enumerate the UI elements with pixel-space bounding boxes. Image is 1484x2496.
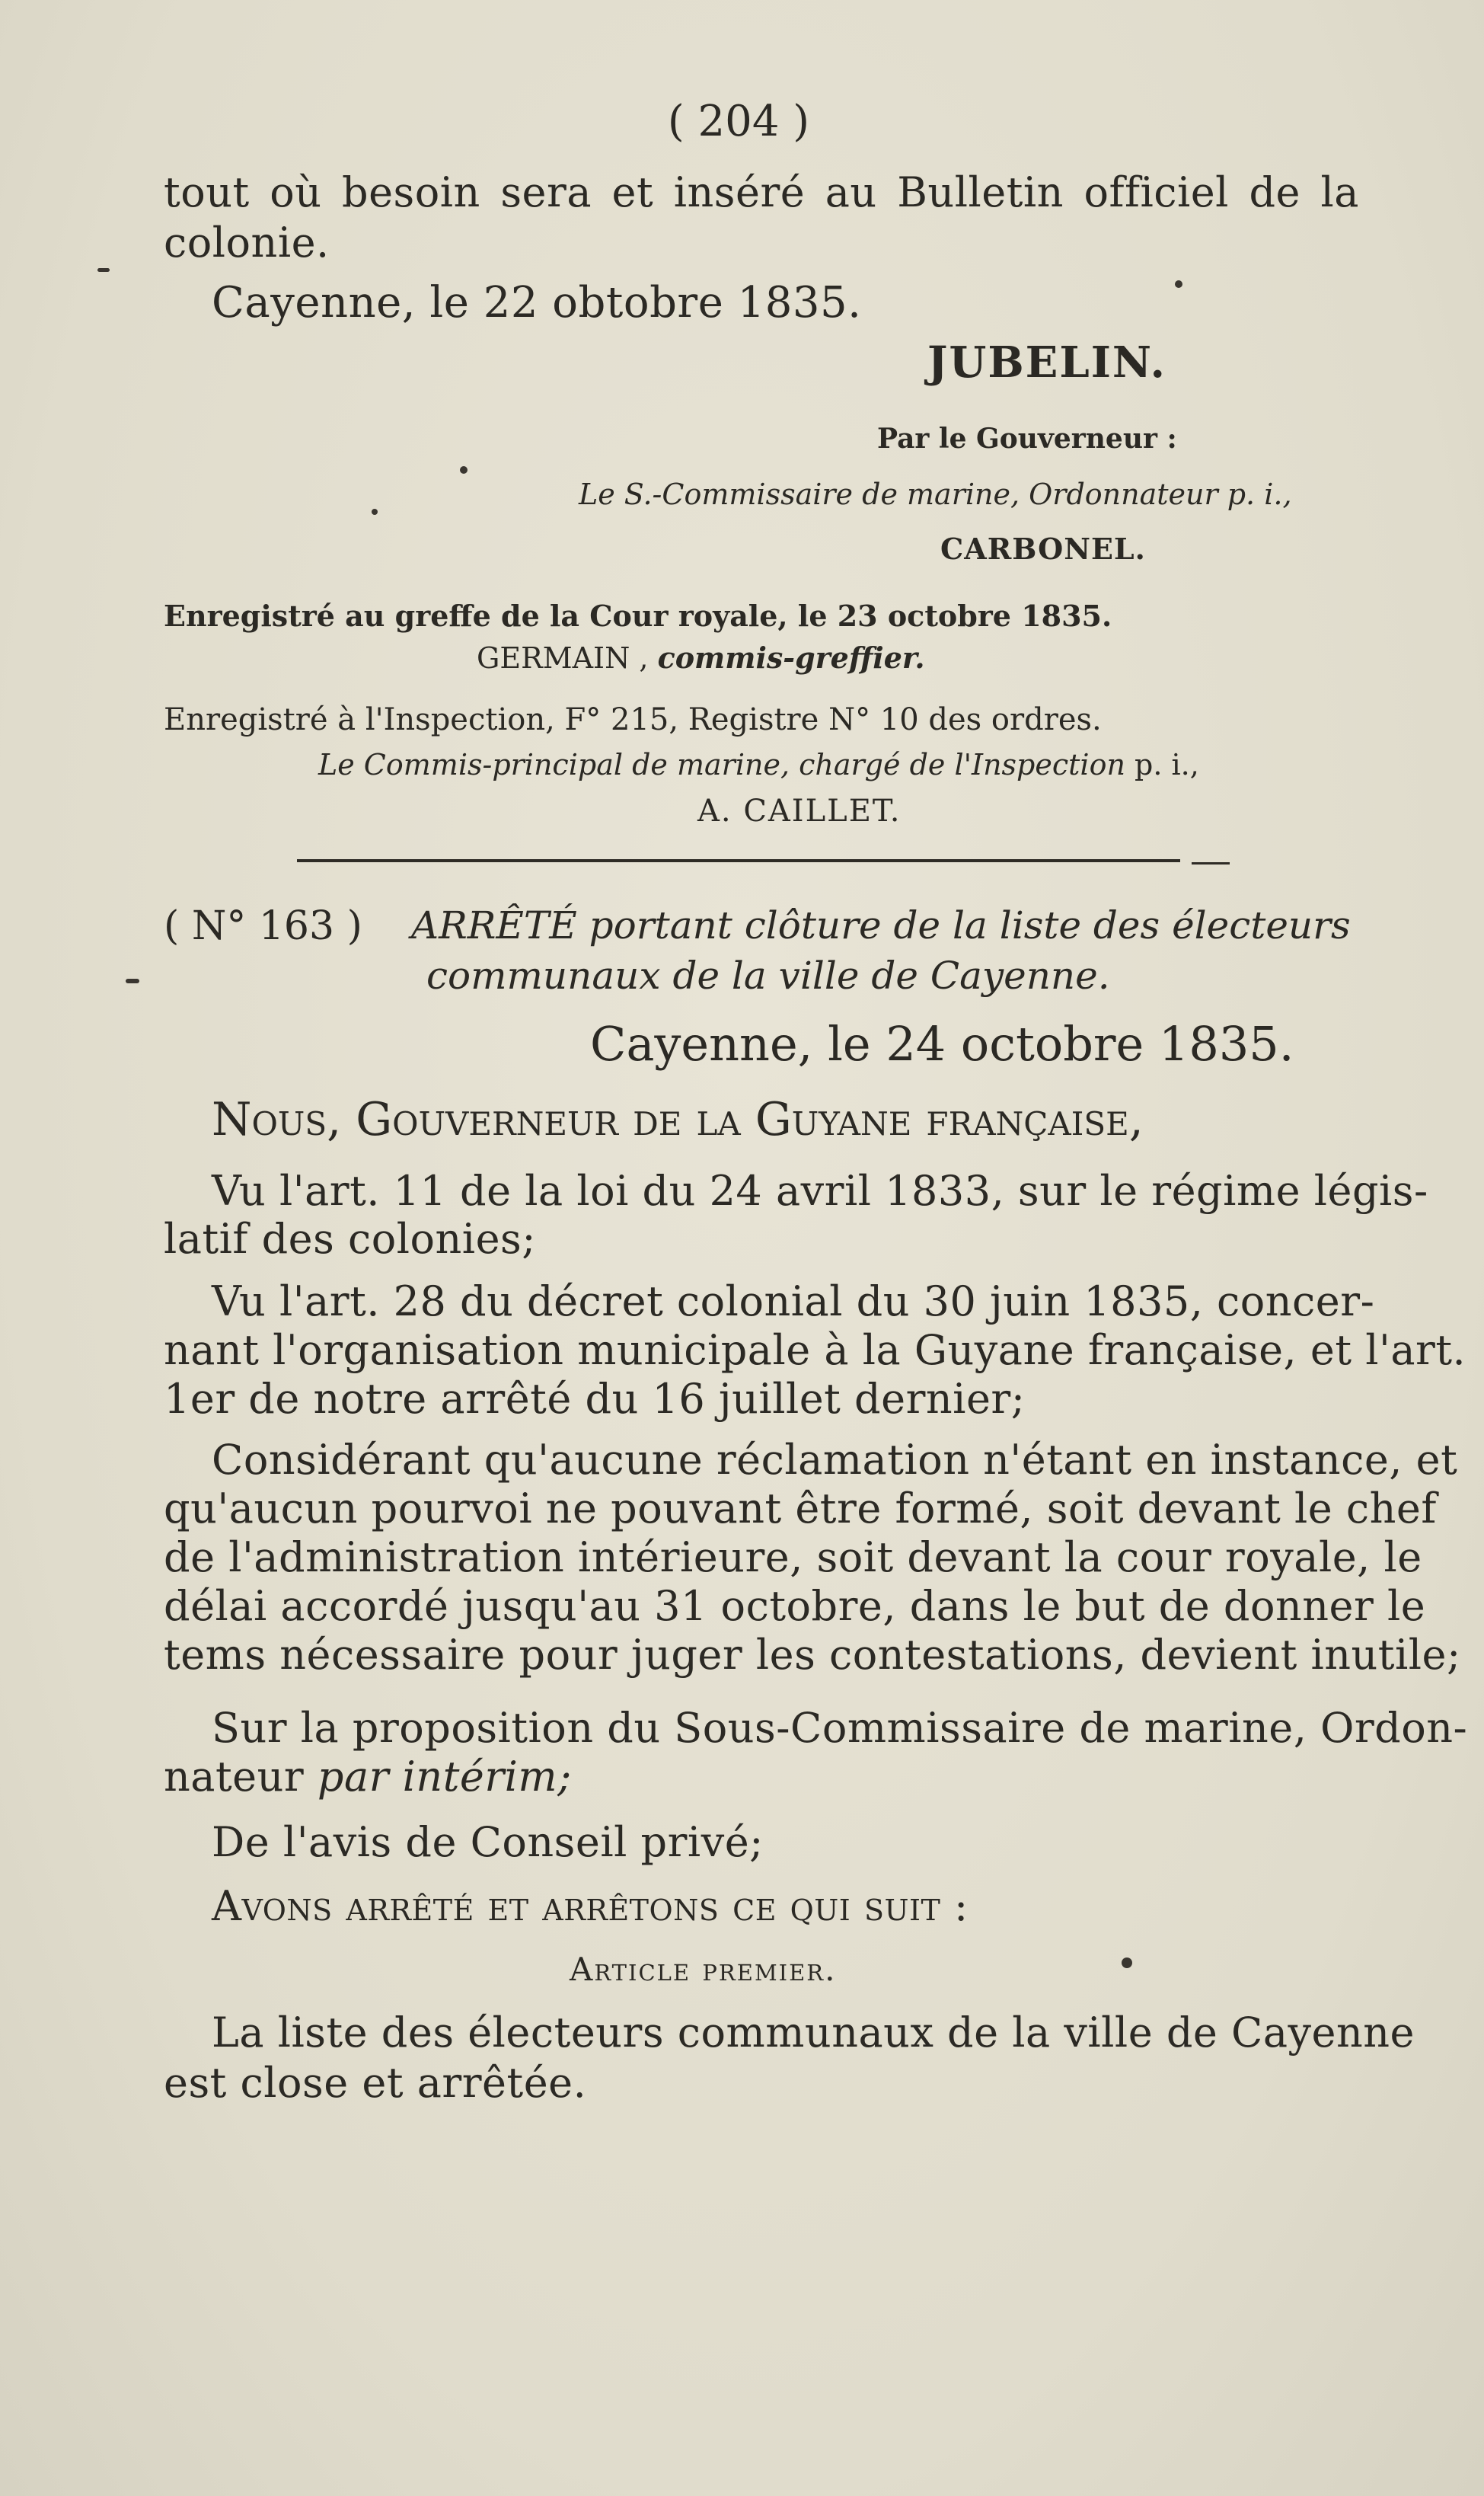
ink-speck: [97, 268, 110, 272]
article-heading: Article premier.: [570, 1951, 837, 1988]
paragraph-line: tems nécessaire pour juger les contestations, devient inutile;: [164, 1631, 1461, 1679]
separator-rule: [297, 859, 1180, 862]
signing-date: Cayenne, le 22 obtobre 1835.: [212, 278, 862, 328]
arrete-date: Cayenne, le 24 octobre 1835.: [590, 1016, 1294, 1072]
ink-speck: [1175, 280, 1182, 288]
nateur-text: nateur: [164, 1753, 305, 1801]
caillet-name: A. CAILLET.: [697, 794, 902, 829]
commis-line: [318, 750, 1199, 779]
paragraph-line: de l'administration intérieure, soit devant la cour royale, le: [164, 1533, 1422, 1581]
greffier-title: commis-greffier.: [657, 641, 925, 675]
par-interim-text: par intérim;: [317, 1753, 572, 1801]
separator-rule-tail: [1192, 862, 1230, 864]
paragraph-line: Vu l'art. 28 du décret colonial du 30 juin 1835, concer-: [212, 1277, 1375, 1325]
greffier-line: [477, 641, 925, 675]
germain-name: GERMAIN ,: [477, 641, 649, 675]
paragraph-line: Sur la proposition du Sous-Commissaire de marine, Ordon-: [212, 1704, 1468, 1752]
paragraph-line: délai accordé jusqu'au 31 octobre, dans le but de donner le: [164, 1582, 1426, 1630]
commis-suffix: p. i.,: [1135, 748, 1199, 781]
ink-speck: [460, 466, 468, 474]
commissaire-title: Le S.-Commissaire de marine, Ordonnateur p. i.,: [579, 478, 1292, 511]
paragraph-line: 1er de notre arrêté du 16 juillet dernier;: [164, 1375, 1026, 1423]
paragraph-line: La liste des électeurs communaux de la ville de Cayenne: [212, 2009, 1415, 2057]
registration-line: Enregistré au greffe de la Cour royale, le 23 octobre 1835.: [164, 599, 1112, 633]
nous-gouverneur: Nous, Gouverneur de la Guyane française,: [212, 1093, 1144, 1146]
paragraph-line: [164, 1753, 572, 1801]
ink-speck: [126, 979, 139, 983]
paragraph-line: qu'aucun pourvoi ne pouvant être formé, soit devant le chef: [164, 1484, 1437, 1532]
arrete-number: ( N° 163 ): [164, 903, 362, 949]
preamble-nous: [212, 1093, 1144, 1146]
arrete-title-line2: communaux de la ville de Cayenne.: [426, 954, 1110, 998]
paragraph-line: latif des colonies;: [164, 1215, 536, 1263]
paragraph-line: colonie.: [164, 219, 330, 267]
commis-title: Le Commis-principal de marine, chargé de l'Inspection: [318, 748, 1125, 781]
paragraph-line: nant l'organisation municipale à la Guyane française, et l'art.: [164, 1326, 1466, 1374]
registration-line: Enregistré à l'Inspection, F° 215, Registre N° 10 des ordres.: [164, 702, 1102, 737]
ink-speck: [372, 509, 378, 515]
paragraph-line: Vu l'art. 11 de la loi du 24 avril 1833, sur le régime légis-: [212, 1167, 1428, 1215]
par-le-gouverneur: Par le Gouverneur :: [877, 423, 1177, 455]
ink-speck: [1122, 1957, 1132, 1968]
paragraph-line: tout où besoin sera et inséré au Bulletin officiel de la: [164, 168, 1359, 216]
avons-arrete: Avons arrêté et arrêtons ce qui suit :: [212, 1882, 969, 1930]
paragraph-line: Considérant qu'aucune réclamation n'étant en instance, et: [212, 1436, 1458, 1484]
carbonel-name: CARBONEL.: [940, 532, 1146, 566]
page-number: ( 204 ): [667, 97, 810, 146]
arrete-title: ARRÊTÉ portant clôture de la liste des électeurs: [411, 903, 1351, 948]
paragraph-line: De l'avis de Conseil privé;: [212, 1818, 764, 1866]
signer-name: JUBELIN.: [927, 337, 1167, 388]
paragraph-line: est close et arrêtée.: [164, 2059, 587, 2107]
